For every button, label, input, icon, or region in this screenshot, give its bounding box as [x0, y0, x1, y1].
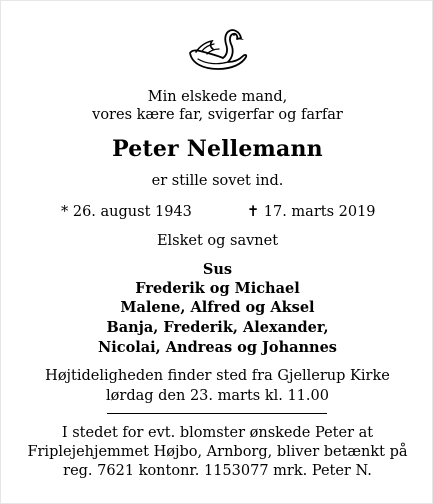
donation-line-2: Friplejehjemmet Højbo, Arnborg, bliver betænkt på	[27, 444, 408, 460]
divider	[107, 413, 327, 414]
mourner-line: Banja, Frederik, Alexander,	[106, 319, 329, 336]
mourner-line: Frederik og Michael	[135, 280, 300, 297]
deceased-name: Peter Nellemann	[112, 136, 323, 162]
donation-line-3: reg. 7621 kontonr. 1153077 mrk. Peter N.	[63, 463, 372, 479]
passing-text: er stille sovet ind.	[151, 173, 284, 189]
mourner-line: Nicolai, Andreas og Johannes	[98, 339, 337, 356]
mourner-line: Malene, Alfred og Aksel	[120, 299, 315, 316]
ceremony-line-1: Højtideligheden finder sted fra Gjellerup Kirke	[45, 368, 390, 384]
tribute-text: Elsket og savnet	[156, 233, 279, 249]
intro-line-2: vores kære far, svigerfar og farfar	[92, 107, 343, 123]
death-date: ✝ 17. marts 2019	[247, 204, 376, 220]
donation-line-1: I stedet for evt. blomster ønskede Peter at	[61, 425, 374, 441]
intro-line-1: Min elskede mand,	[147, 89, 288, 105]
birth-date: * 26. august 1943	[61, 204, 192, 220]
ceremony-line-2: lørdag den 23. marts kl. 11.00	[106, 388, 329, 404]
swan-icon	[186, 29, 250, 71]
mourner-line: Sus	[202, 261, 233, 278]
